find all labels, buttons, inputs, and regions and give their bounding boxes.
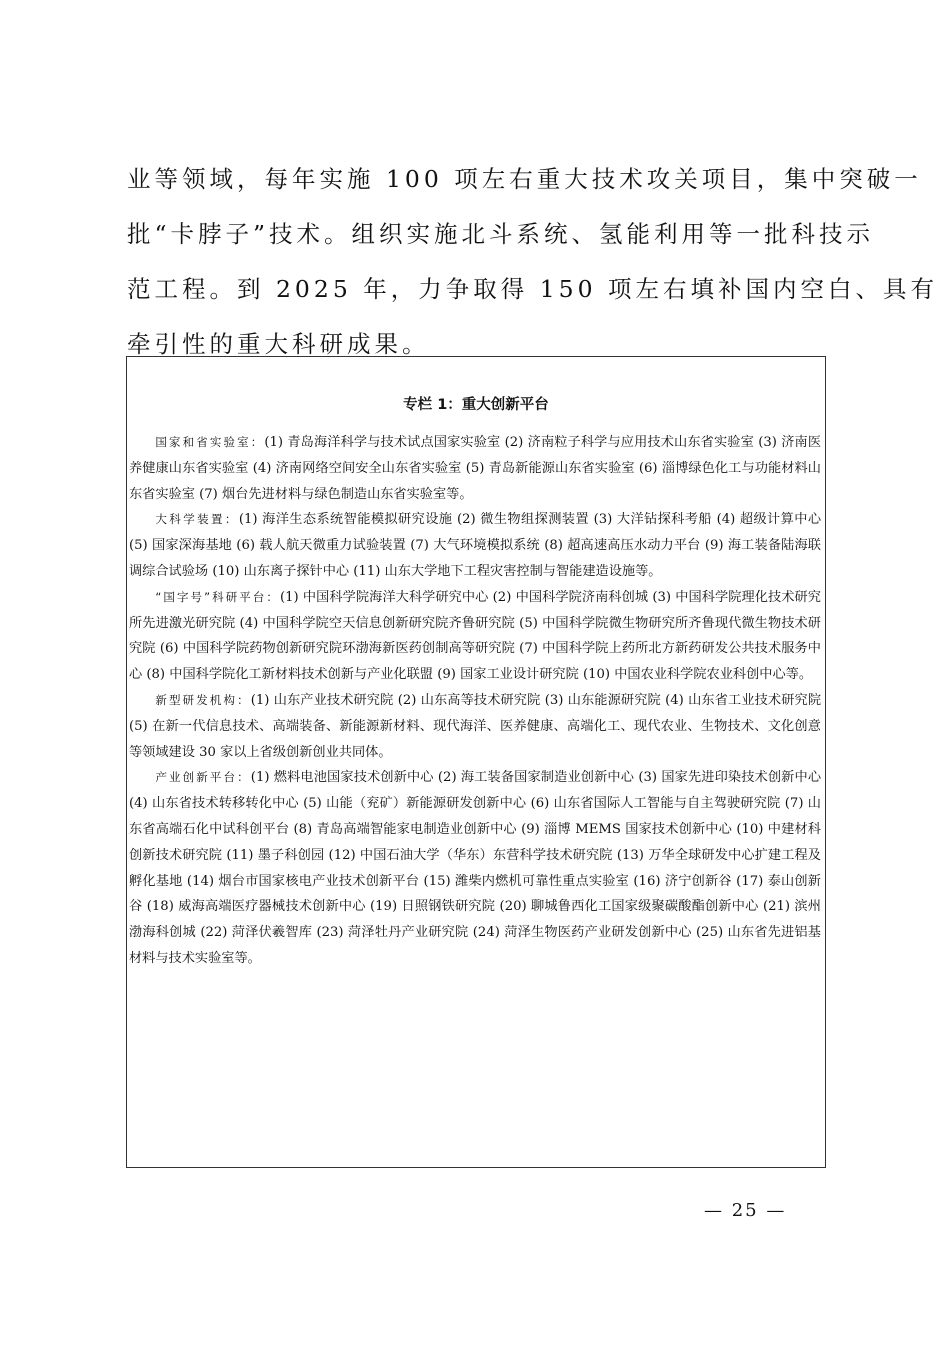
intro-text [127, 152, 939, 372]
page-number: — 25 — [704, 1200, 787, 1221]
intro-line: 范工程。到 2025 年，力争取得 150 项左右填补国内空白、具有 [127, 275, 939, 303]
paragraph-term: 国家和省实验室： [155, 435, 265, 449]
platform-paragraph [129, 430, 821, 507]
paragraph-term: “国字号”科研平台： [155, 589, 280, 604]
intro-line: 批“卡脖子”技术。组织实施北斗系统、氢能利用等一批科技示 [127, 220, 875, 248]
feature-box [126, 356, 826, 1168]
platform-paragraph [129, 765, 821, 971]
intro-line: 业等领域，每年实施 100 项左右重大技术攻关项目，集中突破一 [127, 165, 922, 193]
paragraph-text: (1) 燃料电池国家技术创新中心 (2) 海工装备国家制造业创新中心 (3) 国家先进印染技术创新中心 (4) 山东省技术转移转化中心 (5) 山能（兖矿）新能源研发创新中心 (6) 山东省国际人工智能与自主驾驶研究院 (7) 山东省高端石化中试科创平台 (8) 青岛高端智能家电制造业创新中心 (9) 淄博 MEMS 国家技术创新中心 (10) 中建材科创新技术研究院 (11) 墨子科创园 (12) 中国石油大学（华东）东营科学技术研究院 (13) 万华全球研发中心扩建工程及孵化基地 (14) 烟台市国家核电产业技术创新平台 (15) 潍柴内燃机可靠性重点实验室 (16) 济宁创新谷 (17) 泰山创新谷 (18) 威海高端医疗器械技术创新中心 (19) 日照钢铁研究院 (20) 聊城鲁西化工国家级聚碳酸酯创新中心 (21) 滨州渤海科创城 (22) 菏泽伏羲智库 (23) 菏泽牡丹产业研究院 (24) 菏泽生物医药产业研发创新中心 (25) 山东省先进铝基材料与技术实验室等。 [129, 770, 822, 966]
paragraph-text: (1) 山东产业技术研究院 (2) 山东高等技术研究院 (3) 山东能源研究院 (4) 山东省工业技术研究院 (5) 在新一代信息技术、高端装备、新能源新材料、现代海洋、医养健康、高端化工、现代农业、生物技术、文化创意等领域建设 30 家以上省级创新创业共同体。 [129, 692, 822, 760]
paragraph-term: 新型研发机构： [155, 692, 251, 707]
box-body [129, 430, 821, 972]
box-title: 专栏 1：重大创新平台 [403, 397, 549, 413]
platform-paragraph [129, 688, 821, 765]
platform-paragraph [129, 507, 821, 584]
paragraph-term: 产业创新平台： [155, 770, 251, 785]
paragraph-term: 大科学装置： [155, 512, 239, 527]
paragraph-text: (1) 青岛海洋科学与技术试点国家实验室 (2) 济南粒子科学与应用技术山东省实验室 (3) 济南医养健康山东省实验室 (4) 济南网络空间安全山东省实验室 (5) 青岛新能源山东省实验室 (6) 淄博绿色化工与功能材料山东省实验室 (7) 烟台先进材料与绿色制造山东省实验室等。 [129, 435, 822, 502]
paragraph-text: (1) 中国科学院海洋大科学研究中心 (2) 中国科学院济南科创城 (3) 中国科学院理化技术研究所先进激光研究院 (4) 中国科学院空天信息创新研究院齐鲁研究院 (5) 中国科学院微生物研究所齐鲁现代微生物技术研究院 (6) 中国科学院药物创新研究院环渤海新医药创制高等研究院 (7) 中国科学院上药所北方新药研发公共技术服务中心 (8) 中国科学院化工新材料技术创新与产业化联盟 (9) 国家工业设计研究院 (10) 中国农业科学院农业科创中心等。 [129, 589, 821, 683]
platform-paragraph [129, 585, 821, 688]
intro-line: 牵引性的重大科研成果。 [127, 330, 430, 358]
paragraph-text: (1) 海洋生态系统智能模拟研究设施 (2) 微生物组探测装置 (3) 大洋钻探科考船 (4) 超级计算中心 (5) 国家深海基地 (6) 载人航天微重力试验装置 (7) 大气环境模拟系统 (8) 超高速高压水动力平台 (9) 海工装备陆海联调综合试验场 (10) 山东离子探针中心 (11) 山东大学地下工程灾害控制与智能建造设施等。 [129, 512, 822, 579]
